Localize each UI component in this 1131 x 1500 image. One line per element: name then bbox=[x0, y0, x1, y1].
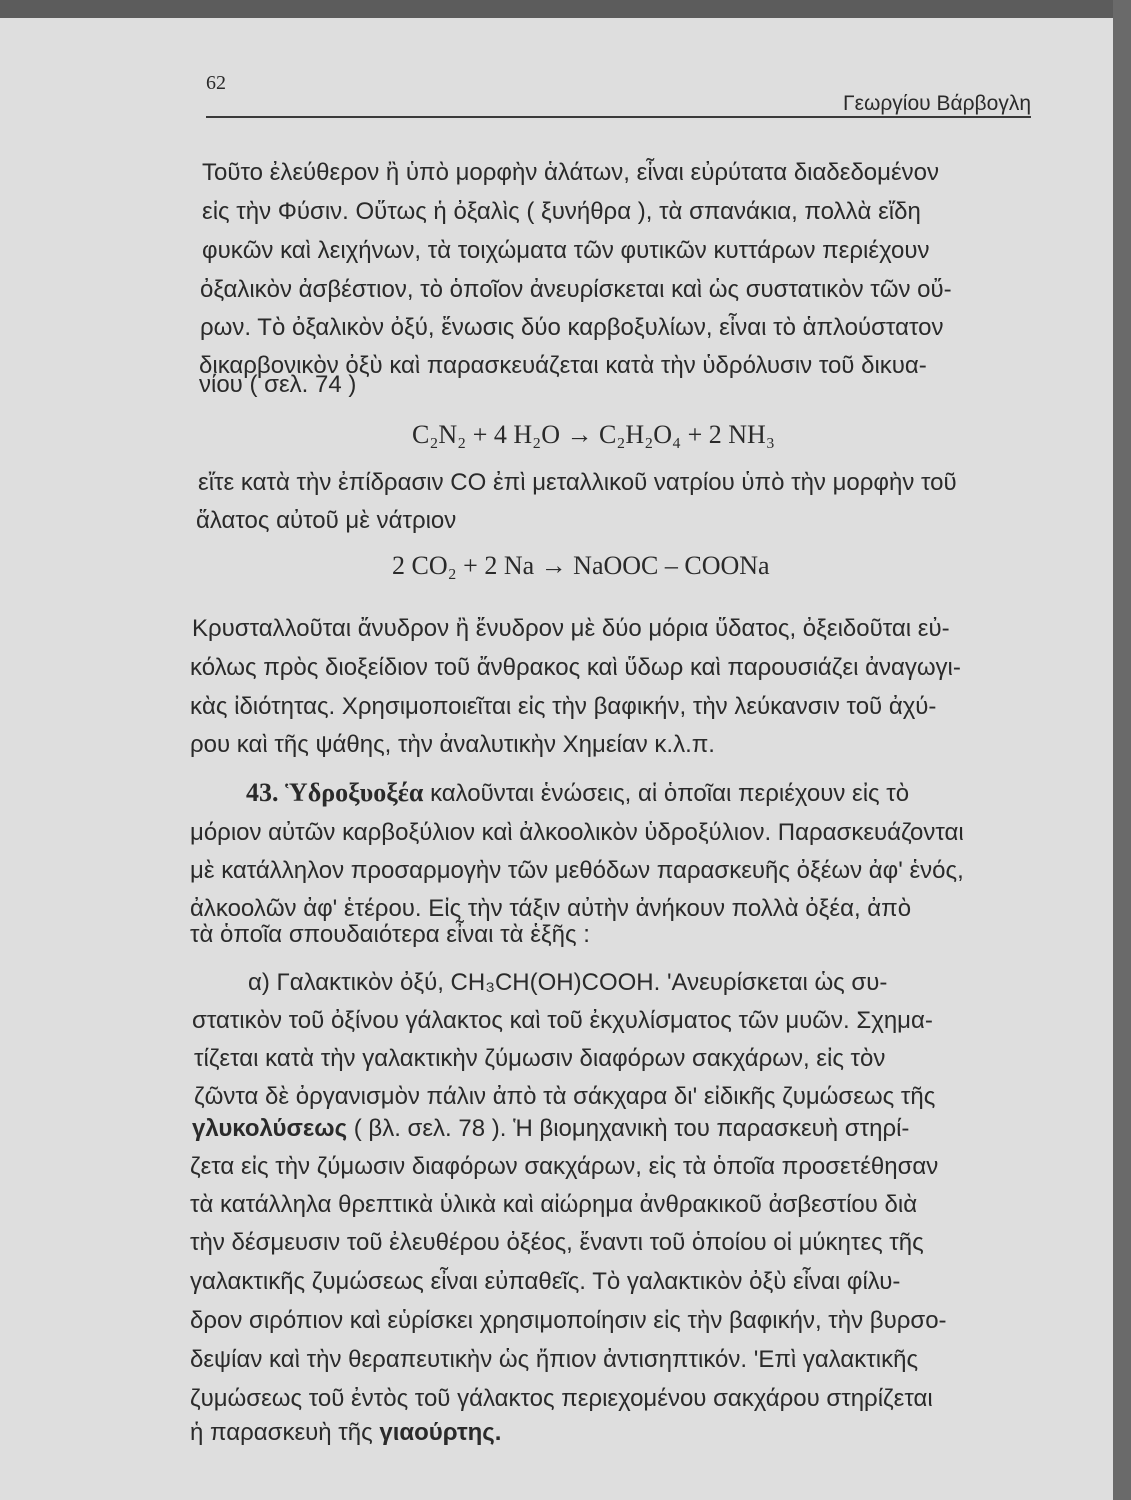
text-line: ἅλατος αὐτοῦ μὲ νάτριον bbox=[196, 507, 457, 534]
text-line: ἡ παρασκευὴ τῆς γιαούρτης. bbox=[190, 1419, 502, 1446]
text-line: νίου ( σελ. 74 ) bbox=[199, 371, 357, 398]
text-line: ζετα εἰς τὴν ζύμωσιν διαφόρων σακχάρων, εἰς τὰ ὁποῖα προσετέθησαν bbox=[190, 1153, 939, 1180]
text-line: εἰς τὴν Φύσιν. Οὕτως ἡ ὀξαλὶς ( ξυνήθρα ), τὰ σπανάκια, πολλὰ εἴδη bbox=[202, 198, 921, 225]
text-line: κὰς ἰδιότητας. Χρησιμοποιεῖται εἰς τὴν βαφικήν, τὴν λεύκανσιν τοῦ ἀχύ- bbox=[190, 693, 937, 720]
section-heading-rest: καλοῦνται ἑνώσεις, αἱ ὁποῖαι περιέχουν εἰς τὸ bbox=[430, 780, 910, 807]
text-line: τὴν δέσμευσιν τοῦ ἐλευθέρου ὀξέος, ἔναντι τοῦ ὁποίου οἱ μύκητες τῆς bbox=[190, 1229, 924, 1256]
page-number: 62 bbox=[206, 72, 226, 94]
text-line: Κρυσταλλοῦται ἄνυδρον ἢ ἔνυδρον μὲ δύο μόρια ὕδατος, ὀξειδοῦται εὐ- bbox=[192, 615, 950, 642]
bold-term: γλυκολύσεως bbox=[192, 1115, 348, 1142]
scan-right-edge bbox=[1113, 0, 1131, 1500]
chemical-equation: 2 CO₂ + 2 Na → NaOOC – COONa bbox=[392, 551, 770, 580]
text-line: Τοῦτο ἐλεύθερον ἢ ὑπὸ μορφὴν ἁλάτων, εἶναι εὐρύτατα διαδεδομένον bbox=[202, 159, 940, 186]
text-line: ἀλκοολῶν ἀφ' ἑτέρου. Εἰς τὴν τάξιν αὐτὴν ἀνήκουν πολλὰ ὀξέα, ἀπὸ bbox=[190, 895, 912, 922]
text-line: ρων. Τὸ ὀξαλικὸν ὀξύ, ἕνωσις δύο καρβοξυλίων, εἶναι τὸ ἁπλούστατον bbox=[200, 314, 944, 341]
text-line: δρον σιρόπιον καὶ εὑρίσκει χρησιμοποίησιν εἰς τὴν βαφικήν, τὴν βυρσο- bbox=[190, 1307, 947, 1334]
text-line: γλυκολύσεως ( βλ. σελ. 78 ). Ἡ βιομηχανικὴ του παρασκευὴ στηρί- bbox=[192, 1115, 910, 1142]
text-line: εἴτε κατὰ τὴν ἐπίδρασιν CO ἐπὶ μεταλλικοῦ νατρίου ὑπὸ τὴν μορφὴν τοῦ bbox=[198, 469, 957, 496]
chemical-equation: C₂N₂ + 4 H₂O → C₂H₂O₄ + 2 NH₃ bbox=[412, 420, 775, 449]
text-line: δικαρβονικὸν ὀξὺ καὶ παρασκευάζεται κατὰ τὴν ὑδρόλυσιν τοῦ δικυα- bbox=[199, 352, 927, 379]
text-line: ὀξαλικὸν ἀσβέστιον, τὸ ὁποῖον ἀνευρίσκεται καὶ ὡς συστατικὸν τῶν οὔ- bbox=[200, 276, 952, 303]
text-line: ζῶντα δὲ ὀργανισμὸν πάλιν ἀπὸ τὰ σάκχαρα δι' εἰδικῆς ζυμώσεως τῆς bbox=[194, 1083, 936, 1110]
text-line: μὲ κατάλληλον προσαρμογὴν τῶν μεθόδων παρασκευῆς ὀξέων ἀφ' ἑνός, bbox=[190, 857, 964, 884]
text-line: τὰ κατάλληλα θρεπτικὰ ὑλικὰ καὶ αἰώρημα ἀνθρακικοῦ ἀσβεστίου διὰ bbox=[190, 1191, 918, 1218]
text-line: τίζεται κατὰ τὴν γαλακτικὴν ζύμωσιν διαφόρων σακχάρων, εἰς τὸν bbox=[194, 1045, 886, 1072]
text-line: γαλακτικῆς ζυμώσεως εἶναι εὐπαθεῖς. Τὸ γαλακτικὸν ὀξὺ εἶναι φίλυ- bbox=[190, 1268, 901, 1295]
bold-term: γιαούρτης. bbox=[379, 1419, 502, 1446]
section-number: 43. bbox=[246, 778, 279, 807]
text-line: στατικὸν τοῦ ὀξίνου γάλακτος καὶ τοῦ ἐκχυλίσματος τῶν μυῶν. Σχημα- bbox=[192, 1007, 933, 1034]
section-first-line bbox=[246, 778, 909, 809]
text-line: μόριον αὐτῶν καρβοξύλιον καὶ ἀλκοολικὸν ὑδροξύλιον. Παρασκευάζονται bbox=[190, 819, 964, 846]
text-line: κόλως πρὸς διοξείδιον τοῦ ἄνθρακος καὶ ὕδωρ καὶ παρουσιάζει ἀναγωγι- bbox=[190, 654, 961, 681]
text-line: ζυμώσεως τοῦ ἐντὸς τοῦ γάλακτος περιεχομένου σακχάρου στηρίζεται bbox=[190, 1385, 933, 1412]
text-line: φυκῶν καὶ λειχήνων, τὰ τοιχώματα τῶν φυτικῶν κυττάρων περιέχουν bbox=[202, 237, 930, 264]
text-line: δεψίαν καὶ τὴν θεραπευτικὴν ὡς ἤπιον ἀντισηπτικόν. 'Επὶ γαλακτικῆς bbox=[190, 1346, 919, 1373]
list-item-a-first-line: α) Γαλακτικὸν ὀξύ, CH₃CH(OH)COOH. 'Ανευρίσκεται ὡς συ- bbox=[248, 969, 888, 996]
section-heading: Ὑδροξυοξέα bbox=[285, 778, 424, 807]
book-page bbox=[0, 18, 1113, 1500]
text-line: ρου καὶ τῆς ψάθης, τὴν ἀναλυτικὴν Χημείαν κ.λ.π. bbox=[190, 731, 715, 758]
page-header bbox=[206, 70, 1031, 118]
running-head: Γεωργίου Βάρβογλη bbox=[843, 92, 1031, 115]
text-line: τὰ ὁποῖα σπουδαιότερα εἶναι τὰ ἑξῆς : bbox=[190, 921, 590, 948]
